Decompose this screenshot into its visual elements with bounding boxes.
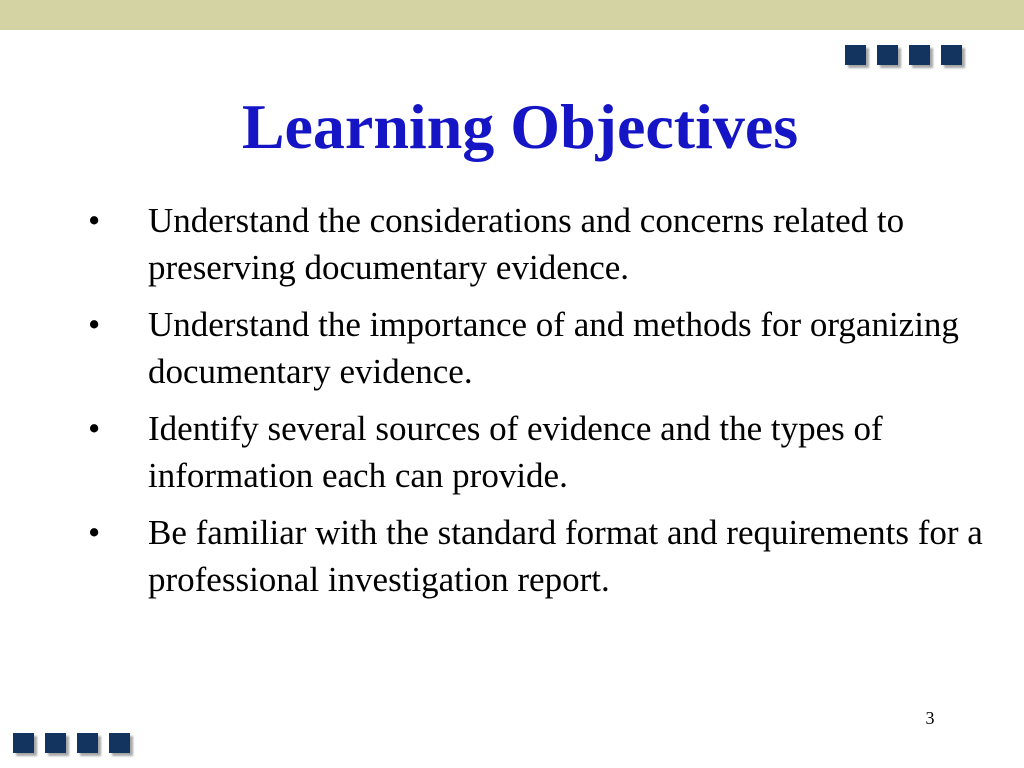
page-number: 3	[925, 708, 935, 728]
bullet-text: Identify several sources of evidence and the types of information each can provide.	[148, 409, 883, 495]
bullet-item	[84, 301, 984, 395]
decorative-square	[877, 45, 898, 65]
decorative-square	[13, 733, 34, 753]
top-decorative-squares	[845, 45, 962, 65]
decorative-square	[77, 733, 98, 753]
bullet-text: Understand the importance of and methods for organizing documentary evidence.	[148, 305, 959, 391]
decorative-square	[45, 733, 66, 753]
bullet-icon: •	[88, 513, 101, 552]
decorative-square	[109, 733, 130, 753]
bullet-text: Be familiar with the standard format and requirements for a professional investigation report.	[148, 513, 983, 599]
top-band	[0, 0, 1024, 30]
bullet-list	[84, 197, 984, 613]
slide-title: Learning Objectives	[241, 91, 799, 162]
bullet-text: Understand the considerations and concerns related to preserving documentary evidence.	[148, 201, 905, 287]
bullet-item	[84, 405, 984, 499]
decorative-square	[909, 45, 930, 65]
decorative-square	[941, 45, 962, 65]
bullet-icon: •	[88, 201, 101, 240]
bullet-item	[84, 509, 984, 603]
bottom-decorative-squares	[13, 733, 130, 753]
bullet-icon: •	[88, 305, 101, 344]
bullet-icon: •	[88, 409, 101, 448]
decorative-square	[845, 45, 866, 65]
bullet-item	[84, 197, 984, 291]
